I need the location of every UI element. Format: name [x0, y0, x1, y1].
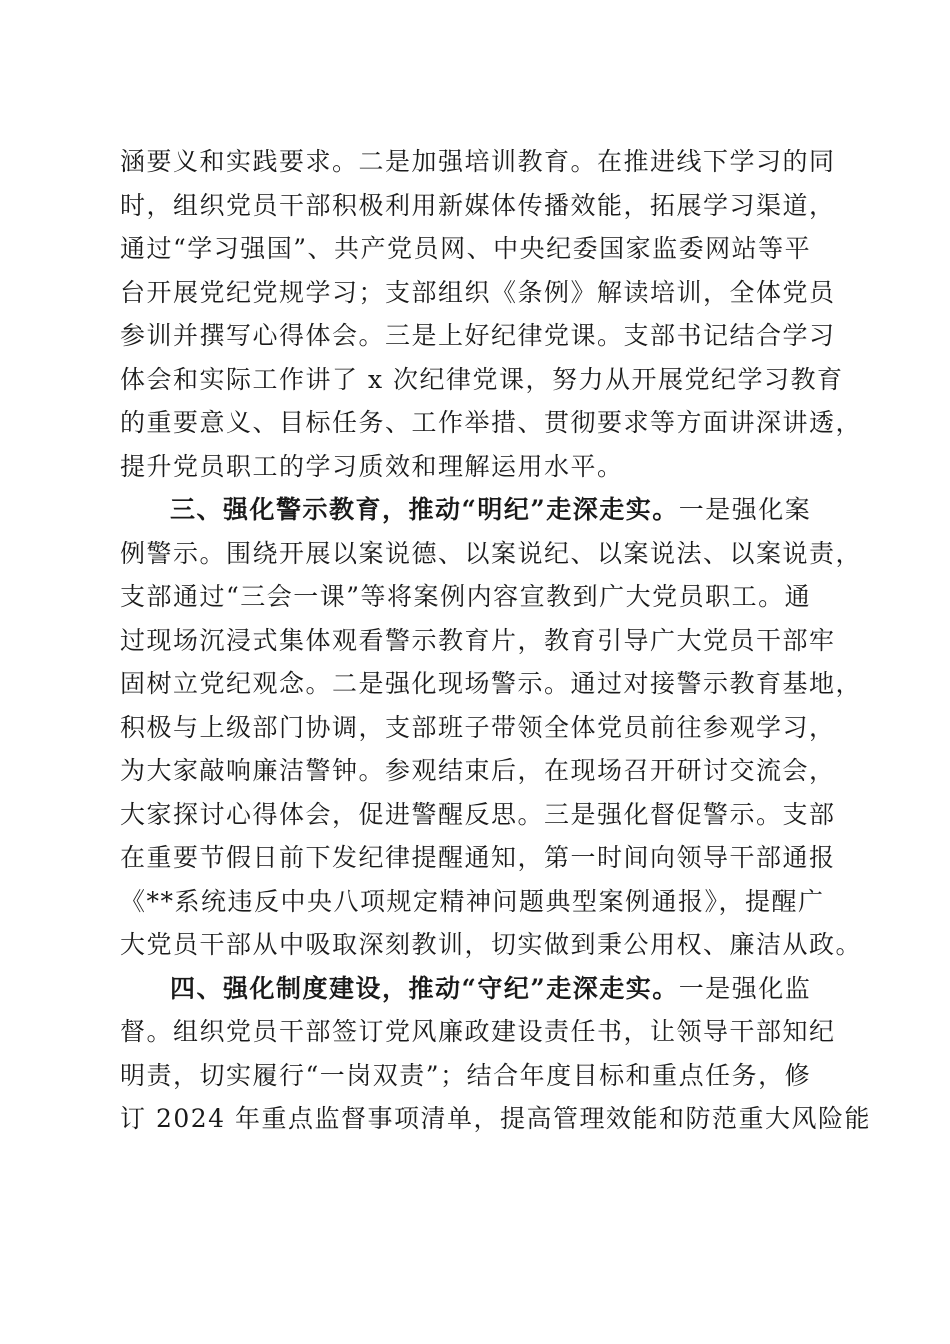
- paragraph-warning-education: [120, 488, 863, 967]
- section-heading: 三、强化警示教育，推动“明纪”走深走实。: [170, 495, 679, 524]
- text-line: 积极与上级部门协调，支部班子带领全体党员前往参观学习，: [120, 712, 836, 742]
- text-line: 通过“学习强国”、共产党员网、中央纪委国家监委网站等平: [120, 234, 812, 263]
- text-line: 参训并撰写心得体会。三是上好纪律党课。支部书记结合学习: [120, 321, 836, 350]
- text-line: 督。组织党员干部签订党风廉政建设责任书，让领导干部知纪: [120, 1017, 836, 1046]
- text-line: 例警示。围绕开展以案说德、以案说纪、以案说法、以案说责，: [120, 538, 863, 568]
- text-line: 在重要节假日前下发纪律提醒通知，第一时间向领导干部通报: [120, 843, 836, 872]
- text-span: 一是强化案: [678, 495, 812, 524]
- text-line: 过现场沉浸式集体观看警示教育片，教育引导广大党员干部牢: [120, 625, 836, 655]
- text-line: 涵要义和实践要求。二是加强培训教育。在推进线下学习的同: [120, 147, 836, 176]
- text-line: 明责，切实履行“一岗双责”；结合年度目标和重点任务，修: [120, 1060, 812, 1090]
- text-line: 为大家敲响廉洁警钟。参观结束后，在现场召开研讨交流会，: [120, 756, 836, 785]
- document-body: [120, 140, 872, 1141]
- text-line: [120, 488, 840, 532]
- text-line: 固树立党纪观念。二是强化现场警示。通过对接警示教育基地，: [120, 669, 863, 698]
- section-heading: 四、强化制度建设，推动“守纪”走深走实。: [170, 973, 679, 1003]
- text-line: 大家探讨心得体会，促进警醒反思。三是强化督促警示。支部: [120, 799, 836, 829]
- text-line: 台开展党纪党规学习；支部组织《条例》解读培训，全体党员: [120, 277, 836, 307]
- text-line: 的重要意义、目标任务、工作举措、贯彻要求等方面讲深讲透，: [120, 408, 863, 437]
- paragraph-training: [120, 140, 863, 488]
- text-line: 大党员干部从中吸取深刻教训，切实做到秉公用权、廉洁从政。: [120, 930, 863, 959]
- text-line: 订 2024 年重点监督事项清单，提高管理效能和防范重大风险能: [120, 1104, 872, 1133]
- paragraph-system-building: [120, 967, 872, 1141]
- text-line: 《**系统违反中央八项规定精神问题典型案例通报》，提醒广: [120, 886, 825, 916]
- text-line: 提升党员职工的学习质效和理解运用水平。: [120, 451, 624, 481]
- text-line: 时，组织党员干部积极利用新媒体传播效能，拓展学习渠道，: [120, 190, 836, 220]
- text-line: 支部通过“三会一课”等将案例内容宣教到广大党员职工。通: [120, 582, 812, 611]
- text-span: 一是强化监: [678, 973, 812, 1003]
- text-line: [120, 967, 840, 1011]
- text-line: 体会和实际工作讲了 x 次纪律党课，努力从开展党纪学习教育: [120, 364, 844, 394]
